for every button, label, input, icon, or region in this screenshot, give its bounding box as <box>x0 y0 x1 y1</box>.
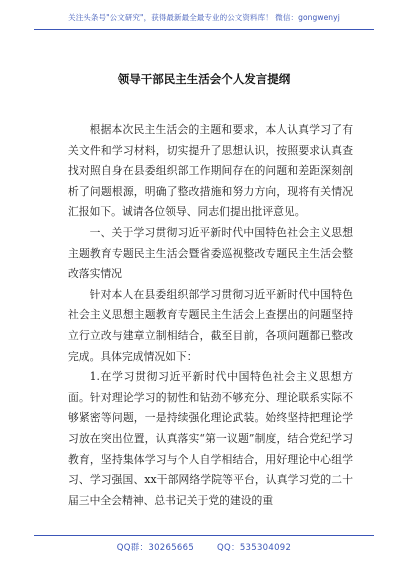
footer-qq: QQ：535304092 <box>217 543 292 553</box>
paragraph-intro: 根据本次民主生活会的主题和要求，本人认真学习了有关文件和学习材料，切实提升了思想认识，按照要求认真查找对照自身在县委组织部工作期间存在的问题和差距深刻剖析了问题根源，明确了整改措施和努力方向，现将有关情况汇报如下。诚请各位领导、同志们提出批评意见。 <box>68 123 353 219</box>
page-header <box>0 12 408 30</box>
paragraph-progress: 针对本人在县委组织部学习贯彻习近平新时代中国特色社会主义思想主题教育专题民主生活会上查摆出的问题坚持立行立改与建章立制相结合，截至目前，各项问题都已整改完成。具体完成情况如下： <box>68 287 353 363</box>
paragraph-item-1: 1.在学习贯彻习近平新时代中国特色社会主义思想方面。针对理论学习的韧性和钻劲不够充分、理论联系实际不够紧密等问题，一是持续强化理论武装。始终坚持把理论学习放在突出位置，认真落实“第一议题”制度，结合党纪学习教育，坚持集体学习与个人自学相结合，用好理论中心组学习、学习强国、xx干部网络学院等平台，认真学习党的二十届三中全会精神、总书记关于党的建设的重 <box>68 370 353 507</box>
footer-contact <box>0 541 408 553</box>
document-body <box>68 120 353 511</box>
document-title: 领导干部民主生活会个人发言提纲 <box>117 72 291 86</box>
footer-divider <box>34 535 374 536</box>
paragraph-section-heading: 一、关于学习贯彻习近平新时代中国特色社会主义思想主题教育专题民主生活会暨省委巡视整改专题民主生活会整改落实情况 <box>68 225 353 281</box>
header-promo-text: 关注头条号"公文研究"，获得最新最全最专业的公文资料库！ 微信：gongwenyj <box>34 12 374 30</box>
footer-qq-group: QQ群：30265665 <box>116 543 195 553</box>
page-footer <box>0 535 408 553</box>
